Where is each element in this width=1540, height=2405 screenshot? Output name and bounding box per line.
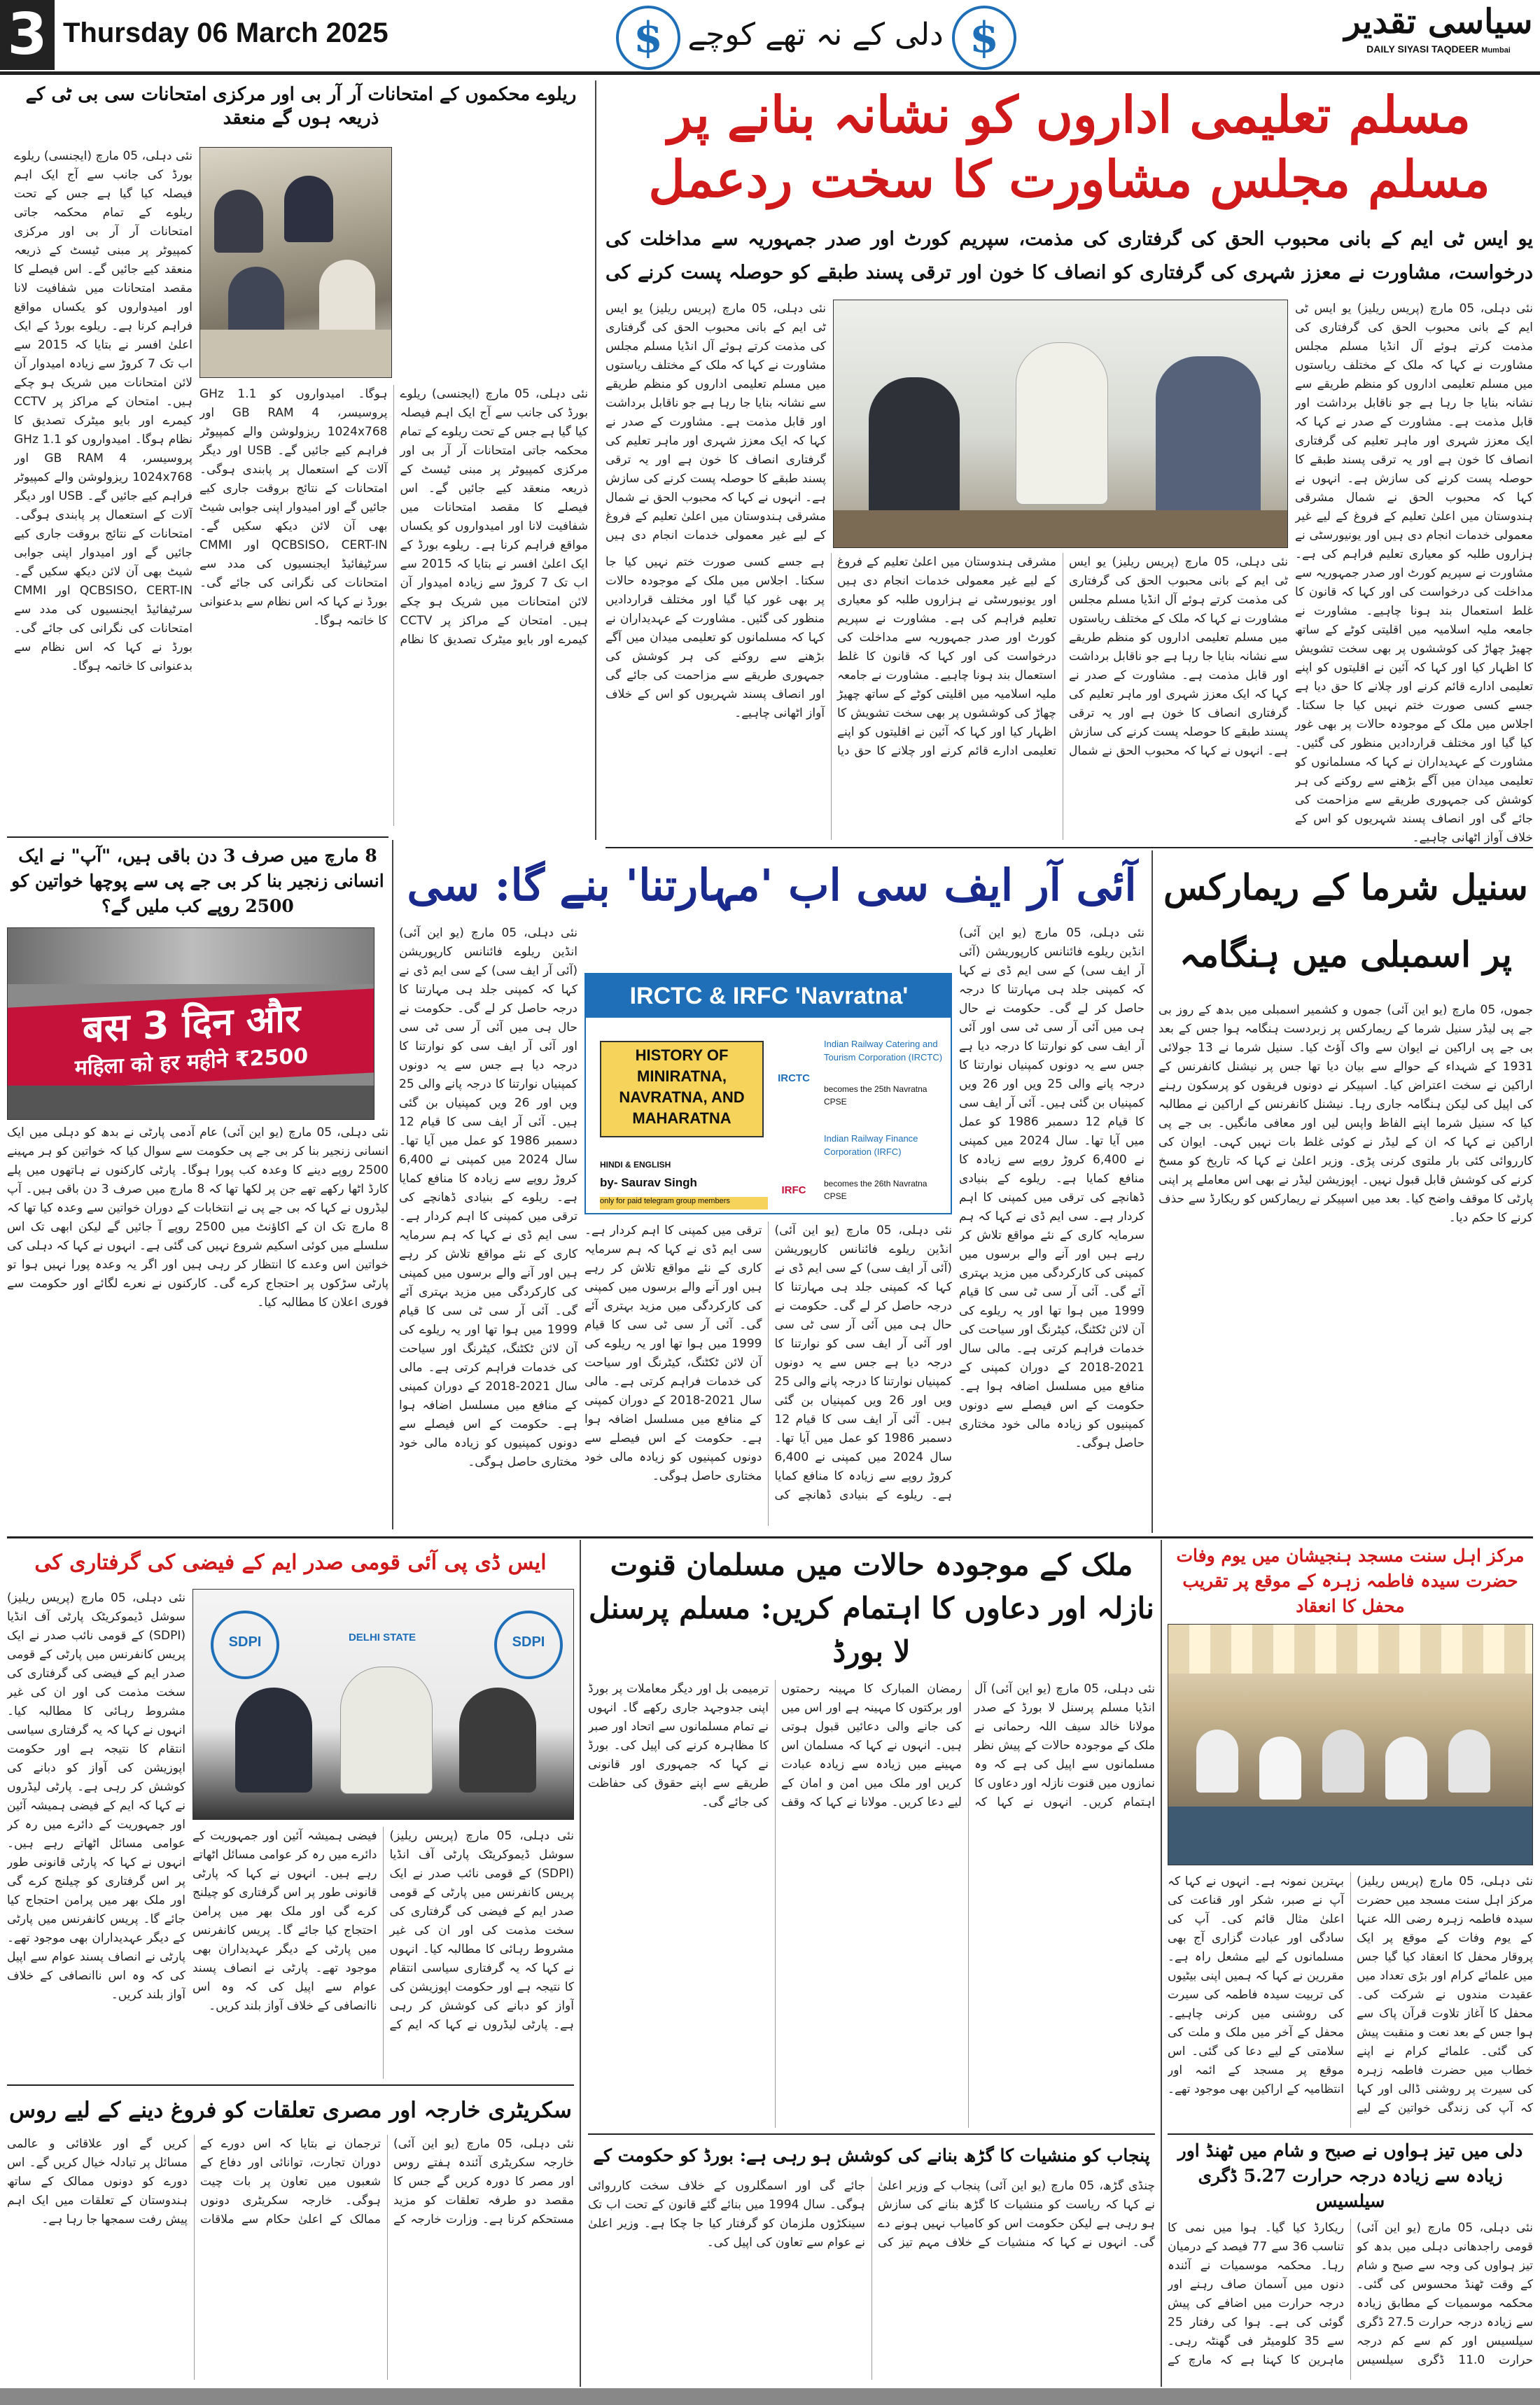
personal-law-headline: ملک کے موجودہ حالات میں مسلمان قنوت نازلہ اور دعاوں کا اہتمام کریں: مسلم پرسنل لا بورڈ	[589, 1548, 1154, 1669]
punjab-body: چنڈی گڑھ، 05 مارچ (یو این آئی) پنجاب کے وزیر اعلیٰ نے کہا کہ ریاست کو منشیات کا گڑھ بنانے کی سازش ہو رہی ہے لیکن حکومت اس کو کامیاب نہیں ہونے دے گی۔ انہوں نے کہا کہ منشیات کے خلاف مہم تیز کی جائے گی اور اسمگلروں کے خلاف سخت کارروائی ہوگی۔ سال 1994 میں بنائے گئے قانون کے تحت اب تک سینکڑوں ملزمان کو گرفتار کیا جا چکا ہے۔ وزیر اعلیٰ نے عوام سے تعاون کی اپیل کی۔	[588, 2179, 1155, 2250]
lead-headline: مسلم تعلیمی اداروں کو نشانہ بنانے پر مسلم مجلس مشاورت کا سخت ردعمل	[648, 85, 1490, 209]
section-rule	[588, 2133, 1155, 2135]
masthead-rule	[0, 71, 1540, 75]
railway-headline: ریلوے محکموں کے امتحانات آر آر بی اور مرکزی امتحانات سی بی ٹی کے ذریعہ ہوں گے منعقد	[25, 84, 577, 129]
personal-law-body: نئی دہلی، 05 مارچ (یو این آئی) آل انڈیا مسلم پرسنل لا بورڈ کے صدر مولانا خالد سیف اللہ رحمانی نے ملک کے موجودہ حالات کے پیش نظر مسلمانوں سے اپیل کی ہے کہ وہ نمازوں میں قنوت نازلہ اور دعاوں کا اہتمام کریں۔ انہوں نے کہا کہ رمضان المبارک کا مہینہ رحمتوں اور برکتوں کا مہینہ ہے اور اس میں کی جانے والی دعائیں قبول ہوتی ہیں۔ انہوں نے کہا کہ مسلمان اس مہینے میں زیادہ سے زیادہ عبادت کریں اور ملک میں امن و امان کے لیے دعا کریں۔ مولانا نے کہا کہ وقف ترمیمی بل اور دیگر معاملات پر بورڈ اپنی جدوجہد جاری رکھے گا۔ انہوں نے تمام مسلمانوں سے اتحاد اور صبر کا مظاہرہ کرنے کی اپیل کی۔ بورڈ نے کہا کہ جمہوری اور قانونی طریقے سے اپنے حقوق کی حفاظت کی جائے گی۔	[588, 1682, 1155, 1809]
railway-body: نئی دہلی، 05 مارچ (ایجنسی) ریلوے بورڈ کی جانب سے آج ایک اہم فیصلہ کیا گیا ہے جس کے تحت ریلوے کے تمام محکمہ جاتی امتحانات آر آر بی اور مرکزی کمپیوٹر پر مبنی ٹیسٹ کے ذریعہ منعقد کیے جائیں گے۔ اس فیصلے کا مقصد امتحانات میں شفافیت لانا اور امیدواروں کو یکساں مواقع فراہم کرنا ہے۔ ریلوے بورڈ کے ایک اعلیٰ افسر نے بتایا کہ 2015 سے اب تک 7 کروڑ سے زیادہ امیدوار آن لائن امتحانات میں شریک ہو چکے ہیں۔ امتحان کے مراکز پر CCTV کیمرے اور بایو میٹرک تصدیق کا نظام ہوگا۔ امیدواروں کو GHz 1.1 پروسیسر، 4 GB RAM اور 1024x768 ریزولوشن والے کمپیوٹر فراہم کیے جائیں گے۔ USB اور دیگر آلات کے استعمال پر پابندی ہوگی۔ امتحانات کے نتائج بروقت جاری کیے جائیں گے اور امیدوار اپنی جوابی شیٹ بھی آن لائن دیکھ سکیں گے۔ QCBSISO، CERT-IN اور CMMI سرٹیفائیڈ ایجنسیوں کی مدد سے امتحانات کی نگرانی کی جائے گی۔ بورڈ نے کہا کہ اس نظام سے بدعنوانی کا خاتمہ ہوگا۔	[14, 149, 192, 673]
sdpi-logo: SDPI	[494, 1611, 563, 1679]
section-rule	[1168, 2133, 1533, 2135]
sdpi-body-left: نئی دہلی، 05 مارچ (پریس ریلیز) سوشل ڈیموکریٹک پارٹی آف انڈیا (SDPI) کے قومی نائب صدر نے ایک پریس کانفرنس میں پارٹی کے قومی صدر ایم کے فیضی کی گرفتاری کی سخت مذمت کی اور ان کی غیر مشروط رہائی کا مطالبہ کیا۔ انہوں نے کہا کہ یہ گرفتاری سیاسی انتقام کا نتیجہ ہے اور حکومت اپوزیشن کی آواز کو دبانے کی کوشش کر رہی ہے۔ پارٹی لیڈروں نے کہا کہ ایم کے فیضی ہمیشہ آئین اور جمہوریت کے دائرے میں رہ کر عوامی مسائل اٹھاتے رہے ہیں۔ انہوں نے کہا کہ پارٹی قانونی طور پر اس گرفتاری کو چیلنج کرے گی اور ملک بھر میں پرامن احتجاج کیا جائے گا۔ پریس کانفرنس میں پارٹی کے دیگر عہدیداران بھی موجود تھے۔ پارٹی نے انصاف پسند عوام سے اپیل کی کہ وہ اس ناانصافی کے خلاف آواز بلند کریں۔	[7, 1591, 186, 2002]
sdpi-headline: ایس ڈی پی آئی قومی صدر ایم کے فیضی کی گرفتاری کی	[34, 1550, 547, 1575]
weather-body: نئی دہلی، 05 مارچ (یو این آئی) قومی راجدھانی دہلی میں بدھ کو تیز ہواوں کی وجہ سے صبح و شام کے وقت ٹھنڈ محسوس کی گئی۔ محکمہ موسمیات کے مطابق زیادہ سے زیادہ درجہ حرارت 27.5 ڈگری سیلسیس اور کم سے کم درجہ حرارت 11.0 ڈگری سیلسیس ریکارڈ کیا گیا۔ ہوا میں نمی کا تناسب 36 سے 77 فیصد کے درمیان رہا۔ محکمہ موسمیات نے آئندہ دنوں میں آسمان صاف رہنے اور درجہ حرارت میں اضافے کی پیش گوئی کی ہے۔ ہوا کی رفتار 25 سے 35 کلومیٹر فی گھنٹہ رہی۔ ماہرین کا کہنا ہے کہ مارچ کے	[1168, 2221, 1533, 2367]
egypt-headline: سکریٹری خارجہ اور مصری تعلقات کو فروغ دینے کے لیے روس	[9, 2098, 572, 2123]
section-rule	[7, 2084, 574, 2086]
irctc-graphic	[584, 973, 952, 1214]
meeting-photo	[833, 300, 1288, 548]
lead-body-lower: نئی دہلی، 05 مارچ (پریس ریلیز) یو ایس ٹی ایم کے بانی محبوب الحق کی گرفتاری کی مذمت کرتے ہوئے آل انڈیا مسلم مجلس مشاورت نے کہا کہ ملک کے مختلف ریاستوں میں مسلم تعلیمی اداروں کو منظم طریقے سے نشانہ بنایا جا رہا ہے جو ناقابل برداشت اور قابل مذمت ہے۔ مشاورت کے صدر نے کہا کہ ایک معزز شہری اور ماہر تعلیم کی گرفتاری انصاف کا خون ہے اور یہ ترقی پسند طبقے کا حوصلہ پست کرنے کی سازش ہے۔ انہوں نے کہا کہ محبوب الحق نے شمال مشرقی ہندوستان میں اعلیٰ تعلیم کے فروغ کے لیے غیر معمولی خدمات انجام دی ہیں اور یونیورسٹی نے ہزاروں طلبہ کو معیاری تعلیم فراہم کی ہے۔ مشاورت نے سپریم کورٹ اور صدر جمہوریہ سے مداخلت کی درخواست کی اور کہا کہ قانون کا غلط استعمال بند ہونا چاہیے۔ مشاورت نے جامعہ ملیہ اسلامیہ میں اقلیتی کوٹے کے ساتھ چھیڑ چھاڑ کی کوششوں پر بھی سخت تشویش کا اظہار کیا اور کہا کہ آئین نے اقلیتوں کو اپنے تعلیمی ادارے قائم کرنے اور چلانے کا حق دیا ہے جسے کسی صورت ختم نہیں کیا جا سکتا۔ اجلاس میں ملک کے موجودہ حالات پر بھی غور کیا گیا اور مختلف قراردادیں منظور کی گئیں۔ مشاورت کے عہدیداران نے کہا کہ مسلمانوں کو تعلیمی میدان میں آگے بڑھنے سے روکنے کی ہر کوشش کی جمہوری طریقے سے مزاحمت کی جائے گی اور انصاف پسند شہریوں کو اس کے خلاف آواز اٹھانی چاہیے۔	[606, 555, 1288, 758]
irctc-org2: Indian Railway Finance Corporation (IRFC)	[824, 1133, 918, 1157]
footer-rule	[0, 2388, 1540, 2405]
mosque-body: نئی دہلی، 05 مارچ (پریس ریلیز) مرکز اہل سنت مسجد میں حضرت سیدہ فاطمہ زہرہ رضی اللہ عنہا کے یوم وفات کے موقع پر ایک پروقار محفل کا انعقاد کیا گیا جس میں علمائے کرام اور بڑی تعداد میں عقیدت مندوں نے شرکت کی۔ محفل کا آغاز تلاوت قرآن پاک سے ہوا جس کے بعد نعت و منقبت پیش کی گئی۔ علمائے کرام نے اپنے خطاب میں حضرت فاطمہ زہرہ کی سیرت پر روشنی ڈالی اور کہا کہ آپ کی زندگی خواتین کے لیے بہترین نمونہ ہے۔ انہوں نے کہا کہ آپ نے صبر، شکر اور قناعت کی اعلیٰ مثال قائم کی۔ آپ کی سادگی اور عبادت گزاری آج بھی مسلمانوں کے لیے مشعل راہ ہے۔ مقررین نے کہا کہ ہمیں اپنی بیٹیوں کی تربیت سیدہ فاطمہ کی سیرت کی روشنی میں کرنی چاہیے۔ محفل کے آخر میں ملک و ملت کی سلامتی کے لیے دعا کی گئی۔ اس موقع پر مسجد کے ائمہ اور انتظامیہ کے اراکین بھی موجود تھے۔	[1168, 1874, 1533, 2115]
exam-hall-photo	[200, 147, 392, 378]
irctc-note: only for paid telegram group members	[600, 1197, 768, 1209]
logo-city: Mumbai	[1481, 46, 1511, 55]
page-number: 3	[0, 0, 55, 70]
section-rule	[606, 847, 1533, 848]
logo-urdu: سیاسی تقدیر	[1344, 2, 1533, 41]
aap-body: نئی دہلی، 05 مارچ (یو این آئی) عام آدمی پارٹی نے بدھ کو دہلی میں ایک انسانی زنجیر بنا کر بی جے پی حکومت سے سوال کیا کہ خواتین کو ہر مہینے 2500 روپے دینے کا وعدہ کب پورا ہوگا۔ پارٹی کارکنوں نے ہاتھوں میں پلے کارڈ اٹھا رکھے تھے جن پر لکھا تھا کہ 8 مارچ میں صرف 3 دن باقی ہیں۔ آپ لیڈروں نے کہا کہ بی جے پی نے انتخابات کے دوران خواتین سے وعدہ کیا تھا کہ 8 مارچ تک ان کے اکاؤنٹ میں 2500 روپے آ جائیں گے لیکن ابھی تک اس سلسلے میں کوئی اسکیم شروع نہیں کی گئی ہے۔ انہوں نے کہا کہ دہلی کی خواتین اس وعدے کا انتظار کر رہی ہیں اور اگر یہ وعدہ پورا نہیں ہوا تو پارٹی سڑکوں پر احتجاج کرے گی۔ کارکنوں نے نعرے لگائے اور حکومت سے فوری اعلان کا مطالبہ کیا۔	[7, 1126, 388, 1310]
egypt-body: نئی دہلی، 05 مارچ (یو این آئی) خارجہ سکریٹری آئندہ ہفتے روس اور مصر کا دورہ کریں گے جس کا مقصد دو طرفہ تعلقات کو مزید مستحکم کرنا ہے۔ وزارت خارجہ کے ترجمان نے بتایا کہ اس دورے کے دوران تجارت، توانائی اور دفاع کے شعبوں میں تعاون پر بات چیت ہوگی۔ خارجہ سکریٹری دونوں ممالک کے اعلیٰ حکام سے ملاقات کریں گے اور علاقائی و عالمی مسائل پر تبادلہ خیال کریں گے۔ اس دورے کو دونوں ممالک کے ساتھ ہندوستان کے تعلقات میں ایک اہم پیش رفت سمجھا جا رہا ہے۔	[7, 2137, 574, 2227]
irctc-headline: آئی آر ایف سی اب 'مہارتنا' بنے گا: سی	[407, 860, 1137, 911]
irctc-org2-sub: becomes the 26th Navratna CPSE	[824, 1179, 927, 1201]
masthead-slogan: دلی کے نہ تھے کوچے	[687, 17, 944, 52]
lead-subhead: یو ایس ٹی ایم کے بانی محبوب الحق کی گرفتاری کی مذمت، سپریم کورٹ اور صدر جمہوریہ سے مداخلت کی درخواست، مشاورت نے معزز شہری کی گرفتاری کو انصاف کا خون اور ترقی پسند طبقے کو حوصلہ پست کرنے کی	[606, 228, 1533, 283]
column-rule	[1152, 850, 1153, 1533]
irctc-org1-sub: becomes the 25th Navratna CPSE	[824, 1084, 927, 1107]
irctc-body-right: نئی دہلی، 05 مارچ (یو این آئی) انڈین ریلوے فائنانس کارپوریشن (آئی آر ایف سی) کے سی ایم ڈی نے کہا کہ کمپنی جلد ہی مہارتنا کا درجہ حاصل کر لے گی۔ حکومت نے حال ہی میں آئی آر سی ٹی سی اور آئی آر ایف سی کو نوارتنا کا درجہ دیا ہے جس سے یہ دونوں کمپنیاں نوارتنا کا درجہ پانے والی 25 ویں اور 26 ویں کمپنیاں بن گئی ہیں۔ آئی آر ایف سی کا قیام 12 دسمبر 1986 کو عمل میں آیا تھا۔ سال 2024 میں کمپنی نے 6,400 کروڑ روپے سے زیادہ کا منافع کمایا ہے۔ ریلوے کے بنیادی ڈھانچے کی ترقی میں کمپنی کا اہم کردار ہے۔ سی ایم ڈی نے کہا کہ ہم سرمایہ کاری کے نئے مواقع تلاش کر رہے ہیں اور آنے والے برسوں میں کمپنی کی کارکردگی میں مزید بہتری آئے گی۔ آئی آر سی ٹی سی کا قیام 1999 میں ہوا تھا اور یہ ریلوے کی آن لائن ٹکٹنگ، کیٹرنگ اور سیاحت کی خدمات فراہم کرتی ہے۔ مالی سال 2021-2018 کے دوران کمپنی کے منافع میں مسلسل اضافہ ہوا ہے۔ حکومت کے اس فیصلے سے دونوں کمپنیوں کو زیادہ مالی خود مختاری حاصل ہوگی۔	[959, 926, 1144, 1450]
sdpi-logo: SDPI	[211, 1611, 279, 1679]
sdpi-body-lower: نئی دہلی، 05 مارچ (پریس ریلیز) سوشل ڈیموکریٹک پارٹی آف انڈیا (SDPI) کے قومی نائب صدر نے ایک پریس کانفرنس میں پارٹی کے قومی صدر ایم کے فیضی کی گرفتاری کی سخت مذمت کی اور ان کی غیر مشروط رہائی کا مطالبہ کیا۔ انہوں نے کہا کہ یہ گرفتاری سیاسی انتقام کا نتیجہ ہے اور حکومت اپوزیشن کی آواز کو دبانے کی کوشش کر رہی ہے۔ پارٹی لیڈروں نے کہا کہ ایم کے فیضی ہمیشہ آئین اور جمہوریت کے دائرے میں رہ کر عوامی مسائل اٹھاتے رہے ہیں۔ انہوں نے کہا کہ پارٹی قانونی طور پر اس گرفتاری کو چیلنج کرے گی اور ملک بھر میں پرامن احتجاج کیا جائے گا۔ پریس کانفرنس میں پارٹی کے دیگر عہدیداران بھی موجود تھے۔ پارٹی نے انصاف پسند عوام سے اپیل کی کہ وہ اس ناانصافی کے خلاف آواز بلند کریں۔	[192, 1829, 574, 2032]
irctc-label: IRCTC	[778, 1072, 810, 1084]
dollar-seal-icon: $	[952, 6, 1016, 70]
column-rule	[1161, 1540, 1162, 2387]
sunil-body: جموں، 05 مارچ (یو این آئی) جموں و کشمیر اسمبلی میں بدھ کے روز بی جے پی لیڈر سنیل شرما کے ریمارکس پر زبردست ہنگامہ ہوا جس کے بعد بی جے پی اراکین نے ایوان سے واک آؤٹ کیا۔ سنیل شرما نے 13 جولائی 1931 کے شہداء کے حوالے سے بیان دیا تھا جس پر نیشنل کانفرنس کے اراکین نے سخت اعتراض کیا۔ اسپیکر نے دونوں فریقوں کو پرسکون رہنے کی اپیل کی لیکن ہنگامہ جاری رہا۔ نیشنل کانفرنس کے اراکین نے مطالبہ کیا کہ سنیل شرما اپنے الفاظ واپس لیں اور معافی مانگیں۔ بی جے پی اراکین نے کہا کہ ان کے لیڈر نے کوئی غلط بات نہیں کہی۔ ایوان کی کارروائی کئی بار ملتوی کرنی پڑی۔ وزیر اعلیٰ نے کہا کہ تاریخ کو مسخ کرنے کی کوشش قابل قبول نہیں۔ اپوزیشن لیڈر نے بھی اس معاملے پر اپنی پارٹی کا موقف واضح کیا۔ بعد میں اسپیکر نے ریمارکس کو ریکارڈ سے حذف کرنے کا حکم دیا۔	[1158, 1003, 1533, 1225]
sunil-headline: سنیل شرما کے ریمارکس پر اسمبلی میں ہنگامہ	[1163, 867, 1528, 975]
column-rule	[595, 80, 596, 840]
column-rule	[392, 840, 393, 1529]
railway-body-continued: نئی دہلی، 05 مارچ (ایجنسی) ریلوے بورڈ کی جانب سے آج ایک اہم فیصلہ کیا گیا ہے جس کے تحت ریلوے کے تمام محکمہ جاتی امتحانات آر آر بی اور مرکزی کمپیوٹر پر مبنی ٹیسٹ کے ذریعہ منعقد کیے جائیں گے۔ اس فیصلے کا مقصد امتحانات میں شفافیت لانا اور امیدواروں کو یکساں مواقع فراہم کرنا ہے۔ ریلوے بورڈ کے ایک اعلیٰ افسر نے بتایا کہ 2015 سے اب تک 7 کروڑ سے زیادہ امیدوار آن لائن امتحانات میں شریک ہو چکے ہیں۔ امتحان کے مراکز پر CCTV کیمرے اور بایو میٹرک تصدیق کا نظام ہوگا۔ امیدواروں کو GHz 1.1 پروسیسر، 4 GB RAM اور 1024x768 ریزولوشن والے کمپیوٹر فراہم کیے جائیں گے۔ USB اور دیگر آلات کے استعمال پر پابندی ہوگی۔ امتحانات کے نتائج بروقت جاری کیے جائیں گے اور امیدوار اپنی جوابی شیٹ بھی آن لائن دیکھ سکیں گے۔ QCBSISO، CERT-IN اور CMMI سرٹیفائیڈ ایجنسیوں کی مدد سے امتحانات کی نگرانی کی جائے گی۔ بورڈ نے کہا کہ اس نظام سے بدعنوانی کا خاتمہ ہوگا۔	[200, 387, 588, 647]
masthead-date: Thursday 06 March 2025	[63, 17, 388, 48]
irctc-history-box: HISTORY OF MINIRATNA, NAVRATNA, AND MAHARATNA	[600, 1041, 764, 1137]
dollar-seal-icon: $	[616, 6, 680, 70]
column-rule	[580, 1540, 581, 2387]
weather-headline: دلی میں تیز ہواوں نے صبح و شام میں ٹھنڈ اور زیادہ سے زیادہ درجہ حرارت 5.27 ڈگری سیلسیس	[1177, 2140, 1523, 2211]
irctc-author: by- Saurav Singh	[600, 1176, 697, 1189]
logo-english: DAILY SIYASI TAQDEER	[1366, 43, 1479, 55]
mosque-headline: مرکز اہل سنت مسجد ہنجیشان میں یوم وفات حضرت سیدہ فاطمہ زہرہ کے موقع پر تقریب محفل کا انعقاد	[1176, 1545, 1525, 1616]
irctc-graphic-title: IRCTC & IRFC 'Navratna'	[586, 974, 952, 1018]
aap-banner-subtext: महिला को हर महीने ₹2500	[74, 1044, 309, 1081]
section-rule	[7, 836, 388, 838]
masthead-logo	[1337, 0, 1540, 70]
section-rule	[7, 1536, 1533, 1538]
irctc-body-left: نئی دہلی، 05 مارچ (یو این آئی) انڈین ریلوے فائنانس کارپوریشن (آئی آر ایف سی) کے سی ایم ڈی نے کہا کہ کمپنی جلد ہی مہارتنا کا درجہ حاصل کر لے گی۔ حکومت نے حال ہی میں آئی آر سی ٹی سی اور آئی آر ایف سی کو نوارتنا کا درجہ دیا ہے جس سے یہ دونوں کمپنیاں نوارتنا کا درجہ پانے والی 25 ویں اور 26 ویں کمپنیاں بن گئی ہیں۔ آئی آر ایف سی کا قیام 12 دسمبر 1986 کو عمل میں آیا تھا۔ سال 2024 میں کمپنی نے 6,400 کروڑ روپے سے زیادہ کا منافع کمایا ہے۔ ریلوے کے بنیادی ڈھانچے کی ترقی میں کمپنی کا اہم کردار ہے۔ سی ایم ڈی نے کہا کہ ہم سرمایہ کاری کے نئے مواقع تلاش کر رہے ہیں اور آنے والے برسوں میں کمپنی کی کارکردگی میں مزید بہتری آئے گی۔ آئی آر سی ٹی سی کا قیام 1999 میں ہوا تھا اور یہ ریلوے کی آن لائن ٹکٹنگ، کیٹرنگ اور سیاحت کی خدمات فراہم کرتی ہے۔ مالی سال 2021-2018 کے دوران کمپنی کے منافع میں مسلسل اضافہ ہوا ہے۔ حکومت کے اس فیصلے سے دونوں کمپنیوں کو زیادہ مالی خود مختاری حاصل ہوگی۔	[399, 926, 578, 1469]
irctc-org1: Indian Railway Catering and Tourism Corporation (IRCTC)	[824, 1039, 943, 1063]
lead-body-left: نئی دہلی، 05 مارچ (پریس ریلیز) یو ایس ٹی ایم کے بانی محبوب الحق کی گرفتاری کی مذمت کرتے ہوئے آل انڈیا مسلم مجلس مشاورت نے کہا کہ ملک کے مختلف ریاستوں میں مسلم تعلیمی اداروں کو منظم طریقے سے نشانہ بنایا جا رہا ہے جو ناقابل برداشت اور قابل مذمت ہے۔ مشاورت کے صدر نے کہا کہ ایک معزز شہری اور ماہر تعلیم کی گرفتاری انصاف کا خون ہے اور یہ ترقی پسند طبقے کا حوصلہ پست کرنے کی سازش ہے۔ انہوں نے کہا کہ محبوب الحق نے شمال مشرقی ہندوستان میں اعلیٰ تعلیم کے فروغ کے لیے غیر معمولی خدمات انجام دی ہیں	[606, 302, 826, 542]
irfc-label: IRFC	[781, 1184, 806, 1196]
sdpi-press-photo	[192, 1589, 574, 1820]
irctc-body-lower: نئی دہلی، 05 مارچ (یو این آئی) انڈین ریلوے فائنانس کارپوریشن (آئی آر ایف سی) کے سی ایم ڈی نے کہا کہ کمپنی جلد ہی مہارتنا کا درجہ حاصل کر لے گی۔ حکومت نے حال ہی میں آئی آر سی ٹی سی اور آئی آر ایف سی کو نوارتنا کا درجہ دیا ہے جس سے یہ دونوں کمپنیاں نوارتنا کا درجہ پانے والی 25 ویں اور 26 ویں کمپنیاں بن گئی ہیں۔ آئی آر ایف سی کا قیام 12 دسمبر 1986 کو عمل میں آیا تھا۔ سال 2024 میں کمپنی نے 6,400 کروڑ روپے سے زیادہ کا منافع کمایا ہے۔ ریلوے کے بنیادی ڈھانچے کی ترقی میں کمپنی کا اہم کردار ہے۔ سی ایم ڈی نے کہا کہ ہم سرمایہ کاری کے نئے مواقع تلاش کر رہے ہیں اور آنے والے برسوں میں کمپنی کی کارکردگی میں مزید بہتری آئے گی۔ آئی آر سی ٹی سی کا قیام 1999 میں ہوا تھا اور یہ ریلوے کی آن لائن ٹکٹنگ، کیٹرنگ اور سیاحت کی خدمات فراہم کرتی ہے۔ مالی سال 2021-2018 کے دوران کمپنی کے منافع میں مسلسل اضافہ ہوا ہے۔ حکومت کے اس فیصلے سے دونوں کمپنیوں کو زیادہ مالی خود مختاری حاصل ہوگی۔	[584, 1223, 952, 1502]
irctc-lang-label: HINDI & ENGLISH	[600, 1160, 671, 1170]
punjab-headline: پنجاب کو منشیات کا گڑھ بنانے کی کوشش ہو رہی ہے: بورڈ کو حکومت کے	[593, 2145, 1150, 2166]
aap-banner-text: बस 3 दिन और	[82, 995, 301, 1052]
aap-protest-photo	[7, 927, 374, 1120]
lead-body-right: نئی دہلی، 05 مارچ (پریس ریلیز) یو ایس ٹی ایم کے بانی محبوب الحق کی گرفتاری کی مذمت کرتے ہوئے آل انڈیا مسلم مجلس مشاورت نے کہا کہ ملک کے مختلف ریاستوں میں مسلم تعلیمی اداروں کو منظم طریقے سے نشانہ بنایا جا رہا ہے جو ناقابل برداشت اور قابل مذمت ہے۔ مشاورت کے صدر نے کہا کہ ایک معزز شہری اور ماہر تعلیم کی گرفتاری انصاف کا خون ہے اور یہ ترقی پسند طبقے کا حوصلہ پست کرنے کی سازش ہے۔ انہوں نے کہا کہ محبوب الحق نے شمال مشرقی ہندوستان میں اعلیٰ تعلیم کے فروغ کے لیے غیر معمولی خدمات انجام دی ہیں اور یونیورسٹی نے ہزاروں طلبہ کو معیاری تعلیم فراہم کی ہے۔ مشاورت نے سپریم کورٹ اور صدر جمہوریہ سے مداخلت کی درخواست کی اور کہا کہ قانون کا غلط استعمال بند ہونا چاہیے۔ مشاورت نے جامعہ ملیہ اسلامیہ میں اقلیتی کوٹے کے ساتھ چھیڑ چھاڑ کی کوششوں پر بھی سخت تشویش کا اظہار کیا اور کہا کہ آئین نے اقلیتوں کو اپنے تعلیمی ادارے قائم کرنے اور چلانے کا حق دیا ہے جسے کسی صورت ختم نہیں کیا جا سکتا۔ اجلاس میں ملک کے موجودہ حالات پر بھی غور کیا گیا اور مختلف قراردادیں منظور کی گئیں۔ مشاورت کے عہدیداران نے کہا کہ مسلمانوں کو تعلیمی میدان میں آگے بڑھنے سے روکنے کی ہر کوشش کی جمہوری طریقے سے مزاحمت کی جائے گی اور انصاف پسند شہریوں کو اس کے خلاف آواز اٹھانی چاہیے۔	[1295, 302, 1533, 845]
mosque-gathering-photo	[1168, 1624, 1533, 1865]
aap-headline: 8 مارچ میں صرف 3 دن باقی ہیں، "آپ" نے ایک انسانی زنجیر بنا کر بی جے پی سے پوچھا خواتین کو 2500 روپے کب ملیں گے؟	[11, 846, 384, 916]
sdpi-banner: DELHI STATE	[348, 1632, 416, 1643]
